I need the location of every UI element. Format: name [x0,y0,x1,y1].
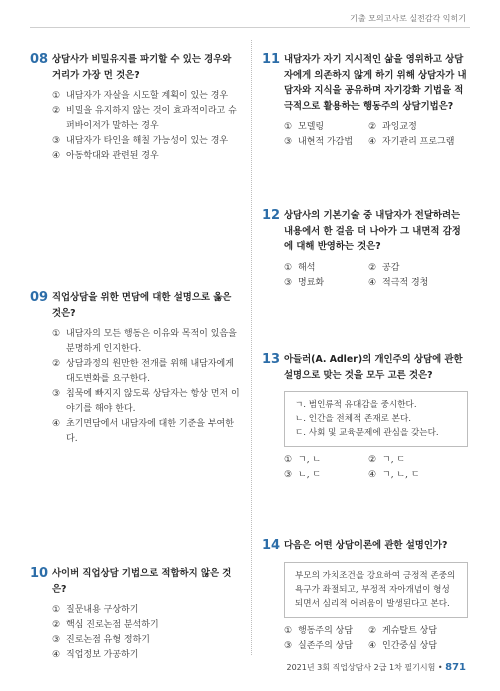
description-box [284,562,468,618]
statement-box [284,391,468,447]
options-list [284,120,468,150]
question-text: 직업상담을 위한 면담에 대한 설명으로 옳은 것은? [52,292,232,319]
question-text: 상담사의 기본기술 중 내담자가 전달하려는 내용에서 한 걸음 더 나아가 그 내면적 감정에 대해 반영하는 것은? [284,210,461,252]
question-13 [262,352,468,483]
statement-line: ㄷ. 사회 및 교육문제에 관심을 갖는다. [295,428,439,438]
options-list [284,261,468,291]
options-list [52,327,242,447]
option-1[interactable]: ① 모델링 [284,122,325,132]
option-3[interactable]: ③ ㄴ, ㄷ [284,470,322,480]
options-list [52,89,242,164]
statement-line: ㄴ. 인간을 전체적 존재로 본다. [295,414,412,424]
question-text: 다음은 어떤 상담이론에 관한 설명인가? [284,540,448,551]
option-4[interactable]: ④ ㄱ, ㄴ, ㄷ [368,470,420,480]
option-2[interactable]: ② 과잉교정 [368,122,417,132]
option-2[interactable]: ② 게슈탈트 상담 [368,625,438,636]
question-text: 내담자가 자기 지시적인 삶을 영위하고 상담자에게 의존하지 않게 하기 위해 상담자가 내담자와 지식을 공유하며 자기강화 기법을 적극적으로 활용하는 행동주의 상담기법은? [284,54,467,112]
options-list [52,603,242,663]
option-1[interactable]: ① 질문내용 구상하기 [52,605,139,615]
page-number: 871 [445,662,466,673]
question-12 [262,208,468,291]
option-4[interactable]: ④ 직업정보 가공하기 [52,650,139,660]
option-3[interactable]: ③ 명료화 [284,277,325,288]
page-footer [287,662,467,673]
option-2[interactable]: ② 공감 [368,262,400,273]
option-1[interactable]: ① 내담자의 모든 행동은 이유와 목적이 있음을 분명하게 인지한다. [52,329,237,354]
question-14 [262,538,468,654]
question-number: 14 [262,538,281,553]
option-3[interactable]: ③ 내현적 가감법 [284,137,354,147]
option-1[interactable]: ① ㄱ, ㄴ [284,455,322,465]
question-number: 13 [262,352,281,367]
question-08 [30,52,242,164]
option-3[interactable]: ③ 내담자가 타인을 해칠 가능성이 있는 경우 [52,136,229,146]
question-number: 10 [30,566,49,581]
option-2[interactable]: ② 핵심 진로논점 분석하기 [52,620,159,630]
description-text: 부모의 가치조건을 강요하여 긍정적 존중의 욕구가 좌절되고, 부정적 자아개념이 형성되면서 심리적 어려움이 발생된다고 본다. [295,570,456,609]
footer-text: 2021년 3회 직업상담사 2급 1차 필기시험 • [286,663,443,672]
option-3[interactable]: ③ 침묵에 빠지지 않도록 상담자는 항상 먼저 이야기를 해야 한다. [52,389,240,414]
question-number: 12 [262,208,281,223]
option-4[interactable]: ④ 자기관리 프로그램 [368,137,455,147]
header-divider [30,27,470,28]
statement-line: ㄱ. 범인류적 유대감을 중시한다. [295,400,417,410]
question-number: 08 [30,52,49,67]
option-4[interactable]: ④ 초기면담에서 내담자에 대한 기준을 부여한다. [52,419,234,444]
option-2[interactable]: ② 비밀을 유지하지 않는 것이 효과적이라고 슈퍼바이저가 말하는 경우 [52,106,237,131]
question-text: 상담사가 비밀유지를 파기할 수 있는 경우와 거리가 가장 먼 것은? [52,54,232,81]
option-2[interactable]: ② 상담과정의 원만한 전개를 위해 내담자에게 대도변화를 요구한다. [52,359,234,384]
options-list [284,453,468,483]
option-4[interactable]: ④ 인간중심 상담 [368,640,438,651]
option-3[interactable]: ③ 실존주의 상담 [284,640,354,651]
options-list [284,624,468,654]
option-2[interactable]: ② ㄱ, ㄷ [368,455,406,465]
option-1[interactable]: ① 해석 [284,262,316,273]
question-number: 11 [262,52,281,67]
option-4[interactable]: ④ 적극적 경청 [368,277,429,288]
question-text: 사이버 직업상담 기법으로 적합하지 않은 것은? [52,568,232,595]
question-10 [30,566,242,663]
option-1[interactable]: ① 행동주의 상담 [284,625,354,636]
option-4[interactable]: ④ 아동학대와 관련된 경우 [52,151,159,161]
question-text: 아들러(A. Adler)의 개인주의 상담에 관한 설명으로 맞는 것을 모두 고른 것은? [284,354,463,381]
option-3[interactable]: ③ 진로논점 유형 정하기 [52,635,150,645]
question-09 [30,290,242,447]
question-number: 09 [30,290,49,305]
header-label: 기출 모의고사로 실전감각 익히기 [350,14,466,23]
question-11 [262,52,468,150]
option-1[interactable]: ① 내담자가 자살을 시도할 계획이 있는 경우 [52,91,229,101]
column-divider [251,40,252,655]
